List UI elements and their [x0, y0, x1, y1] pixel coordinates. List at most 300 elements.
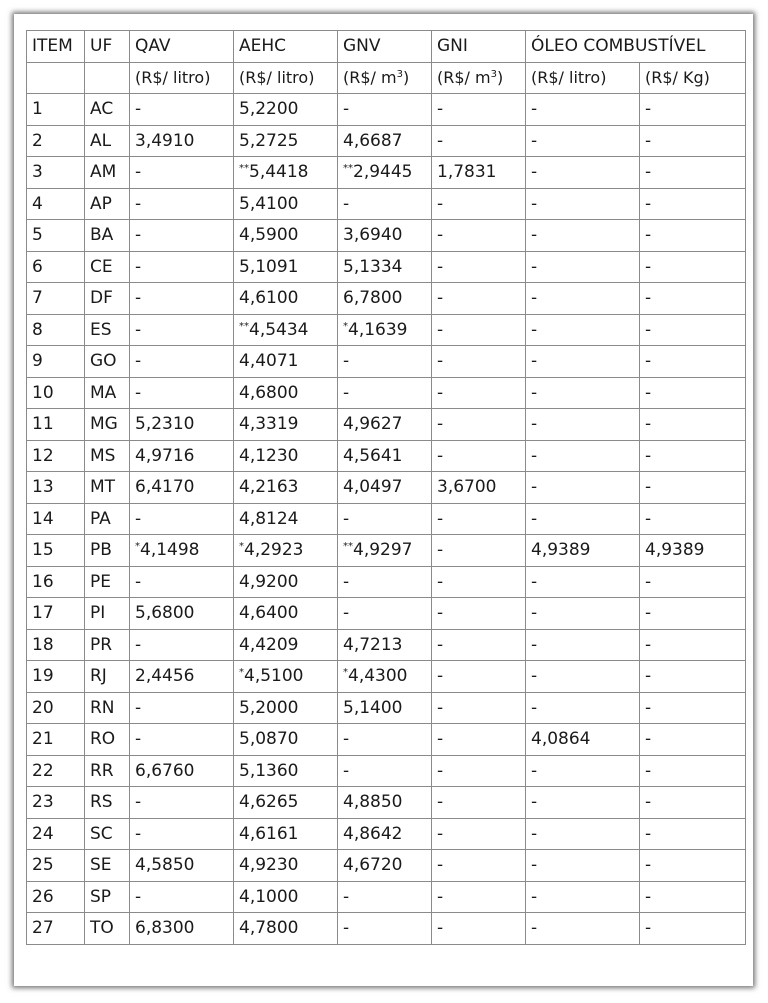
header-gni: GNI [432, 31, 526, 63]
cell-gnv [338, 629, 432, 661]
cell-aehc [234, 629, 338, 661]
cell-aehc-value: 4,4071 [239, 351, 299, 372]
cell-gnv-value: - [343, 760, 350, 781]
cell-uf: SE [85, 850, 130, 882]
cell-gnv [338, 188, 432, 220]
cell-aehc [234, 314, 338, 346]
cell-uf: PI [85, 598, 130, 630]
unit-gnv-close: ) [402, 68, 410, 88]
cell-gnv-value: 4,8642 [343, 823, 403, 844]
cell-aehc-value: 5,2200 [239, 99, 299, 120]
cell-qav [130, 314, 234, 346]
cell-oleo-kg: - [640, 440, 746, 472]
cell-aehc-value: 5,0870 [239, 729, 299, 750]
cell-oleo-kg: - [640, 850, 746, 882]
header-oleo-combustivel: ÓLEO COMBUSTÍVEL [526, 31, 746, 63]
cell-qav [130, 220, 234, 252]
cell-gnv-value: 4,5641 [343, 445, 403, 466]
cell-aehc [234, 125, 338, 157]
cell-gnv-footnote-mark: ** [343, 163, 353, 175]
cell-oleo-kg: - [640, 692, 746, 724]
cell-item: 10 [27, 377, 85, 409]
cell-oleo-litro: - [526, 629, 640, 661]
cell-uf: RN [85, 692, 130, 724]
unit-gnv-superscript: 3 [396, 69, 403, 81]
cell-qav-value: - [135, 792, 142, 813]
cell-oleo-kg: - [640, 818, 746, 850]
cell-oleo-litro: - [526, 314, 640, 346]
cell-qav [130, 629, 234, 661]
cell-oleo-kg: - [640, 125, 746, 157]
cell-oleo-kg: - [640, 787, 746, 819]
cell-gnv [338, 94, 432, 126]
cell-qav [130, 850, 234, 882]
cell-gnv-value: 4,6720 [343, 855, 403, 876]
cell-oleo-litro: - [526, 220, 640, 252]
cell-gnv-value: 4,9297 [353, 540, 413, 561]
cell-gnv [338, 913, 432, 945]
table-row [27, 629, 746, 661]
unit-item-empty [27, 62, 85, 94]
cell-uf: MS [85, 440, 130, 472]
cell-qav [130, 881, 234, 913]
header-qav: QAV [130, 31, 234, 63]
cell-aehc-value: 5,1091 [239, 256, 299, 277]
cell-qav [130, 251, 234, 283]
cell-aehc [234, 346, 338, 378]
cell-qav-value: 3,4910 [135, 130, 195, 151]
cell-gnv-value: - [343, 571, 350, 592]
cell-item: 27 [27, 913, 85, 945]
cell-aehc [234, 755, 338, 787]
cell-uf: ES [85, 314, 130, 346]
cell-qav [130, 661, 234, 693]
cell-gni: - [432, 314, 526, 346]
cell-qav-value: - [135, 319, 142, 340]
cell-oleo-kg: - [640, 377, 746, 409]
cell-uf: PE [85, 566, 130, 598]
table-row [27, 692, 746, 724]
cell-qav [130, 598, 234, 630]
cell-gni: - [432, 503, 526, 535]
table-row [27, 188, 746, 220]
cell-gnv-footnote-mark: * [343, 320, 348, 332]
cell-item: 9 [27, 346, 85, 378]
unit-gnv-text: (R$/ m [343, 68, 397, 88]
cell-gnv [338, 692, 432, 724]
cell-gni: - [432, 377, 526, 409]
cell-gni: - [432, 818, 526, 850]
cell-aehc [234, 818, 338, 850]
table-row [27, 598, 746, 630]
table-row [27, 314, 746, 346]
cell-item: 4 [27, 188, 85, 220]
table-row [27, 787, 746, 819]
table-row [27, 94, 746, 126]
cell-gnv [338, 157, 432, 189]
cell-aehc [234, 188, 338, 220]
cell-oleo-litro: - [526, 472, 640, 504]
cell-gni: - [432, 251, 526, 283]
cell-aehc-value: 5,1360 [239, 760, 299, 781]
cell-aehc-value: 5,4418 [249, 162, 309, 183]
cell-aehc [234, 566, 338, 598]
cell-qav [130, 346, 234, 378]
table-row [27, 157, 746, 189]
unit-qav: (R$/ litro) [130, 62, 234, 94]
cell-item: 12 [27, 440, 85, 472]
cell-item: 11 [27, 409, 85, 441]
cell-qav [130, 409, 234, 441]
cell-gni: - [432, 692, 526, 724]
cell-oleo-litro: - [526, 598, 640, 630]
cell-oleo-kg: - [640, 724, 746, 756]
cell-uf: MA [85, 377, 130, 409]
table-row [27, 283, 746, 315]
cell-qav [130, 535, 234, 567]
cell-gnv-value: - [343, 918, 350, 939]
cell-aehc-value: 4,2163 [239, 477, 299, 498]
cell-qav-value: 5,6800 [135, 603, 195, 624]
cell-gni: - [432, 188, 526, 220]
header-gnv: GNV [338, 31, 432, 63]
cell-aehc-value: 4,1230 [239, 445, 299, 466]
cell-gnv [338, 409, 432, 441]
cell-qav [130, 125, 234, 157]
cell-gnv-value: 4,0497 [343, 477, 403, 498]
cell-aehc-footnote-mark: * [239, 667, 244, 679]
cell-aehc-value: 4,8124 [239, 508, 299, 529]
table-row [27, 472, 746, 504]
cell-gni: 1,7831 [432, 157, 526, 189]
cell-gni: - [432, 125, 526, 157]
cell-oleo-kg: - [640, 409, 746, 441]
cell-qav [130, 157, 234, 189]
document-card [14, 14, 753, 986]
cell-gnv-value: 4,6687 [343, 130, 403, 151]
cell-oleo-litro: - [526, 94, 640, 126]
cell-uf: PB [85, 535, 130, 567]
cell-aehc [234, 503, 338, 535]
cell-gnv-value: - [343, 99, 350, 120]
cell-oleo-litro: - [526, 188, 640, 220]
cell-uf: AM [85, 157, 130, 189]
cell-qav-value: 4,1498 [140, 540, 200, 561]
cell-uf: SC [85, 818, 130, 850]
cell-gnv [338, 598, 432, 630]
cell-qav-value: - [135, 823, 142, 844]
cell-qav [130, 377, 234, 409]
cell-gnv-value: 2,9445 [353, 162, 413, 183]
cell-oleo-litro: - [526, 346, 640, 378]
table-row [27, 661, 746, 693]
cell-item: 3 [27, 157, 85, 189]
cell-oleo-litro: - [526, 818, 640, 850]
table-row [27, 818, 746, 850]
cell-gnv [338, 346, 432, 378]
cell-qav-value: - [135, 729, 142, 750]
cell-oleo-kg: - [640, 157, 746, 189]
cell-gni: - [432, 94, 526, 126]
cell-qav [130, 692, 234, 724]
cell-gnv [338, 535, 432, 567]
cell-qav-value: 6,6760 [135, 760, 195, 781]
header-uf: UF [85, 31, 130, 63]
cell-qav-value: 4,5850 [135, 855, 195, 876]
cell-gnv-footnote-mark: ** [343, 541, 353, 553]
table-row [27, 251, 746, 283]
cell-uf: RJ [85, 661, 130, 693]
cell-gnv [338, 787, 432, 819]
cell-uf: CE [85, 251, 130, 283]
cell-qav-value: - [135, 256, 142, 277]
cell-aehc [234, 409, 338, 441]
cell-item: 16 [27, 566, 85, 598]
cell-oleo-kg: - [640, 661, 746, 693]
unit-oleo-kg: (R$/ Kg) [640, 62, 746, 94]
cell-gni: - [432, 787, 526, 819]
cell-item: 20 [27, 692, 85, 724]
cell-qav-value: - [135, 225, 142, 246]
cell-gni: - [432, 598, 526, 630]
cell-aehc [234, 661, 338, 693]
cell-gnv-value: - [343, 729, 350, 750]
cell-qav-value: - [135, 162, 142, 183]
cell-aehc-value: 4,9230 [239, 855, 299, 876]
cell-gni: - [432, 850, 526, 882]
cell-item: 17 [27, 598, 85, 630]
table-row [27, 503, 746, 535]
cell-aehc [234, 913, 338, 945]
unit-gni-superscript: 3 [490, 69, 497, 81]
cell-gnv-value: 4,8850 [343, 792, 403, 813]
cell-oleo-litro: - [526, 440, 640, 472]
cell-qav [130, 913, 234, 945]
cell-uf: PA [85, 503, 130, 535]
table-row [27, 346, 746, 378]
cell-gni: - [432, 566, 526, 598]
cell-gnv-value: 4,1639 [348, 319, 408, 340]
cell-oleo-kg: - [640, 94, 746, 126]
cell-aehc-footnote-mark: ** [239, 163, 249, 175]
cell-gni: 3,6700 [432, 472, 526, 504]
unit-uf-empty [85, 62, 130, 94]
cell-aehc [234, 535, 338, 567]
cell-aehc-value: 4,5434 [249, 319, 309, 340]
cell-uf: GO [85, 346, 130, 378]
cell-aehc-value: 4,9200 [239, 571, 299, 592]
unit-gni [432, 62, 526, 94]
cell-oleo-kg: - [640, 472, 746, 504]
cell-gnv-value: 3,6940 [343, 225, 403, 246]
cell-oleo-kg: - [640, 346, 746, 378]
cell-gnv-value: - [343, 603, 350, 624]
cell-oleo-kg: 4,9389 [640, 535, 746, 567]
cell-aehc [234, 283, 338, 315]
cell-oleo-litro: - [526, 283, 640, 315]
cell-aehc [234, 251, 338, 283]
cell-oleo-kg: - [640, 598, 746, 630]
cell-qav [130, 566, 234, 598]
cell-qav [130, 724, 234, 756]
cell-aehc-value: 4,2923 [244, 540, 304, 561]
cell-aehc-value: 5,4100 [239, 193, 299, 214]
cell-item: 15 [27, 535, 85, 567]
cell-gni: - [432, 724, 526, 756]
cell-oleo-kg: - [640, 913, 746, 945]
cell-qav-value: - [135, 99, 142, 120]
cell-item: 2 [27, 125, 85, 157]
cell-item: 6 [27, 251, 85, 283]
cell-oleo-litro: 4,9389 [526, 535, 640, 567]
cell-qav-value: 2,4456 [135, 666, 195, 687]
cell-aehc [234, 598, 338, 630]
cell-gnv [338, 377, 432, 409]
cell-oleo-litro: - [526, 251, 640, 283]
cell-gni: - [432, 220, 526, 252]
cell-gnv [338, 818, 432, 850]
cell-aehc [234, 157, 338, 189]
cell-uf: TO [85, 913, 130, 945]
cell-aehc [234, 881, 338, 913]
cell-oleo-litro: - [526, 566, 640, 598]
cell-aehc-value: 4,6400 [239, 603, 299, 624]
cell-oleo-kg: - [640, 314, 746, 346]
table-row [27, 850, 746, 882]
cell-qav-value: - [135, 508, 142, 529]
cell-oleo-litro: - [526, 881, 640, 913]
cell-aehc [234, 220, 338, 252]
cell-oleo-litro: - [526, 913, 640, 945]
cell-gnv [338, 251, 432, 283]
cell-gni: - [432, 409, 526, 441]
cell-item: 8 [27, 314, 85, 346]
cell-qav [130, 503, 234, 535]
cell-gnv-value: 5,1400 [343, 697, 403, 718]
cell-gnv [338, 881, 432, 913]
cell-gnv-value: - [343, 193, 350, 214]
table-row [27, 440, 746, 472]
cell-gnv-value: - [343, 351, 350, 372]
cell-oleo-litro: - [526, 125, 640, 157]
cell-oleo-litro: 4,0864 [526, 724, 640, 756]
unit-gni-text: (R$/ m [437, 68, 491, 88]
cell-item: 22 [27, 755, 85, 787]
cell-oleo-kg: - [640, 755, 746, 787]
cell-qav-footnote-mark: * [135, 541, 140, 553]
cell-qav-value: 6,4170 [135, 477, 195, 498]
table-row [27, 913, 746, 945]
cell-gni: - [432, 913, 526, 945]
cell-qav-value: - [135, 886, 142, 907]
cell-aehc-value: 4,4209 [239, 634, 299, 655]
cell-qav-value: 6,8300 [135, 918, 195, 939]
cell-item: 21 [27, 724, 85, 756]
cell-gnv [338, 220, 432, 252]
cell-gnv [338, 125, 432, 157]
cell-gnv [338, 440, 432, 472]
cell-qav-value: - [135, 288, 142, 309]
cell-qav [130, 440, 234, 472]
cell-aehc-footnote-mark: ** [239, 320, 249, 332]
cell-oleo-kg: - [640, 220, 746, 252]
cell-gni: - [432, 755, 526, 787]
cell-oleo-litro: - [526, 409, 640, 441]
cell-uf: AL [85, 125, 130, 157]
cell-item: 18 [27, 629, 85, 661]
cell-uf: SP [85, 881, 130, 913]
header-row [27, 31, 746, 63]
cell-gnv [338, 472, 432, 504]
cell-oleo-litro: - [526, 661, 640, 693]
table-body [27, 94, 746, 945]
table-row [27, 881, 746, 913]
table-row [27, 220, 746, 252]
cell-oleo-kg: - [640, 629, 746, 661]
cell-aehc [234, 692, 338, 724]
cell-gnv-value: 4,9627 [343, 414, 403, 435]
cell-gni: - [432, 535, 526, 567]
cell-oleo-kg: - [640, 566, 746, 598]
cell-oleo-litro: - [526, 850, 640, 882]
unit-aehc: (R$/ litro) [234, 62, 338, 94]
fuel-price-table [26, 30, 746, 945]
cell-aehc-value: 4,5900 [239, 225, 299, 246]
cell-uf: MT [85, 472, 130, 504]
cell-oleo-kg: - [640, 881, 746, 913]
cell-oleo-litro: - [526, 787, 640, 819]
cell-item: 26 [27, 881, 85, 913]
cell-qav-value: - [135, 571, 142, 592]
cell-uf: AC [85, 94, 130, 126]
cell-gnv [338, 314, 432, 346]
cell-oleo-litro: - [526, 692, 640, 724]
cell-oleo-litro: - [526, 377, 640, 409]
cell-item: 14 [27, 503, 85, 535]
cell-gnv-value: 4,7213 [343, 634, 403, 655]
cell-gnv-value: 4,4300 [348, 666, 408, 687]
cell-qav-value: 4,9716 [135, 445, 195, 466]
cell-aehc-value: 4,7800 [239, 918, 299, 939]
unit-row [27, 62, 746, 94]
cell-aehc-value: 5,2725 [239, 130, 299, 151]
cell-gni: - [432, 283, 526, 315]
cell-uf: AP [85, 188, 130, 220]
cell-qav [130, 818, 234, 850]
cell-uf: DF [85, 283, 130, 315]
cell-qav-value: - [135, 634, 142, 655]
cell-oleo-kg: - [640, 251, 746, 283]
cell-aehc-value: 4,6800 [239, 382, 299, 403]
cell-gni: - [432, 346, 526, 378]
cell-uf: MG [85, 409, 130, 441]
cell-aehc [234, 850, 338, 882]
table-row [27, 535, 746, 567]
cell-aehc [234, 94, 338, 126]
cell-item: 19 [27, 661, 85, 693]
cell-gnv-value: - [343, 382, 350, 403]
cell-gnv [338, 283, 432, 315]
cell-gnv-footnote-mark: * [343, 667, 348, 679]
cell-qav-value: - [135, 382, 142, 403]
cell-qav-value: - [135, 351, 142, 372]
cell-oleo-kg: - [640, 188, 746, 220]
cell-gni: - [432, 440, 526, 472]
cell-item: 24 [27, 818, 85, 850]
cell-item: 1 [27, 94, 85, 126]
cell-gni: - [432, 881, 526, 913]
cell-item: 7 [27, 283, 85, 315]
